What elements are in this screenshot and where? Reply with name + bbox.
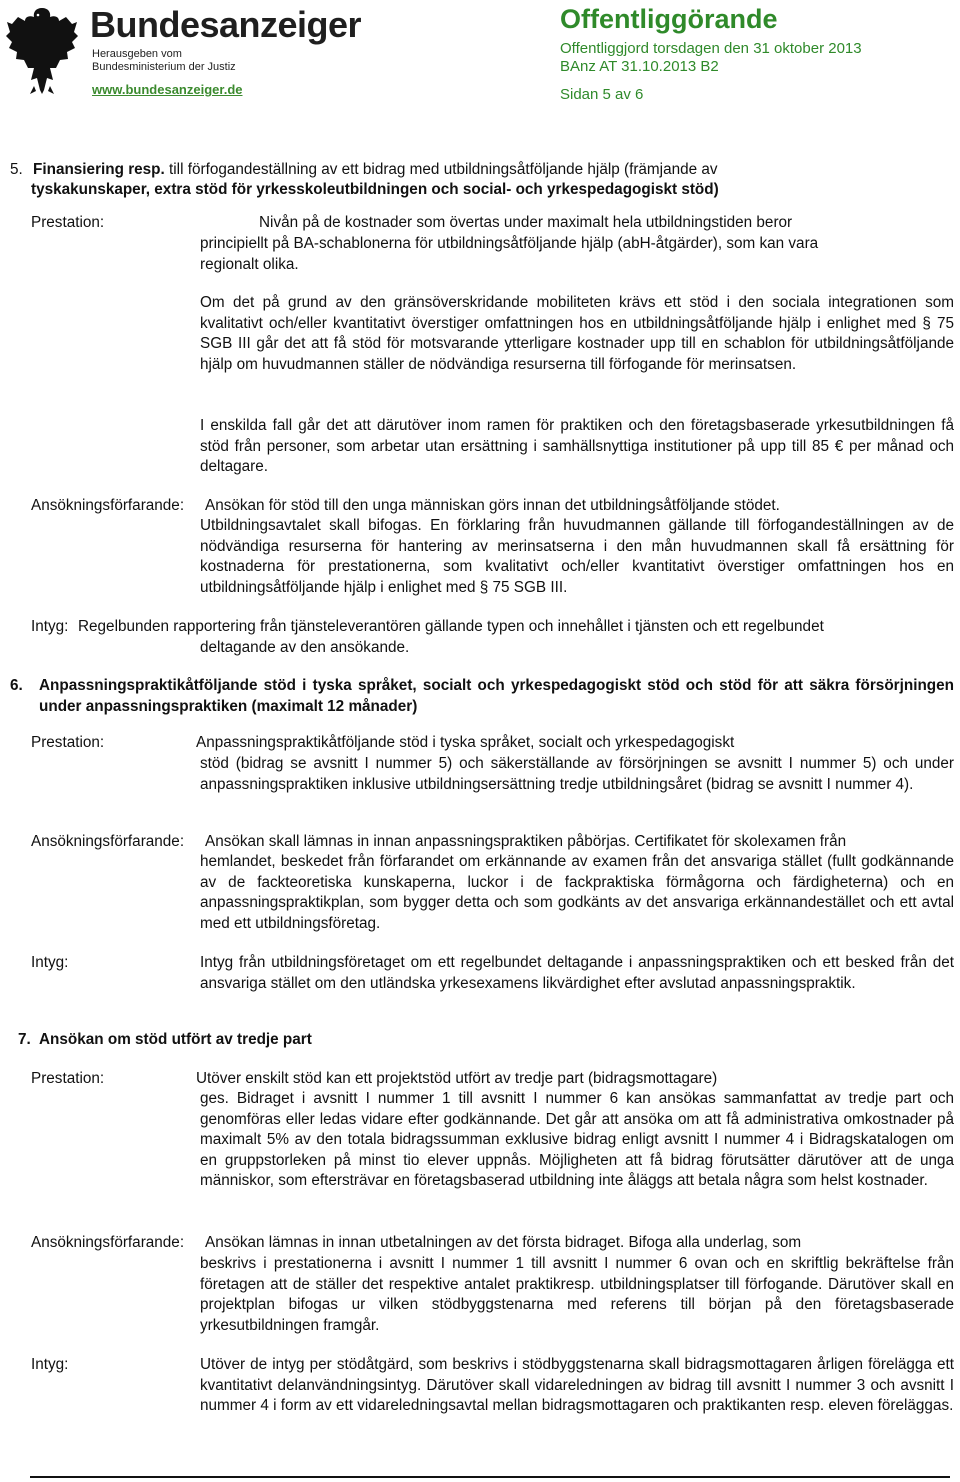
publication-date: Offentliggjord torsdagen den 31 oktober 2013 bbox=[560, 40, 862, 57]
prestation-text-line: principiellt på BA-schablonerna för utbildningsåtföljande hjälp (abH-åtgärder), som kan vara bbox=[200, 235, 819, 252]
application-label: Ansökningsförfarande: bbox=[31, 1234, 185, 1251]
prestation-text: ges. Bidraget i avsnitt I nummer 1 till avsnitt I nummer 6 kan ansökas sammanfattat av tredje part och genomföras eller ledas vidare efter godkännande. Det går att ansöka om att få administrativa omkostnader på maximalt 5% av den totala bidragssumman exklusive bidrag enligt avsnitt I nummer 4 i Bidragskatalogen om en gruppstorleken på minst tio elever uppnås. Möjligheten att få bidrag förutsätter därutöver att de unga människor, som eftersträvar en företagsbaserad utbildning inte åläggs att betala några som helst kostnader. bbox=[200, 1090, 954, 1189]
section-6-number: 6. bbox=[10, 677, 23, 694]
certificate-text-line: Regelbunden rapportering från tjänsteleverantören gällande typen och innehållet i tjänsten och ett regelbundet bbox=[78, 618, 824, 635]
federal-eagle-icon bbox=[4, 2, 80, 96]
prestation-text-line: Utöver enskilt stöd kan ett projektstöd utfört av tredje part (bidragsmottagare) bbox=[196, 1070, 718, 1087]
prestation-label: Prestation: bbox=[31, 1070, 105, 1087]
section-7-heading: Ansökan om stöd utfört av tredje part bbox=[39, 1031, 312, 1048]
certificate-label: Intyg: bbox=[31, 1356, 69, 1373]
paragraph: I enskilda fall går det att därutöver inom ramen för praktiken och den företagsbaserade yrkesutbildningen få stöd från personer, som arbetar utan ersättning i samhällsnyttiga institutioner på upp till 85 € per månad och deltagare. bbox=[200, 417, 954, 475]
page-number: Sidan 5 av 6 bbox=[560, 86, 644, 103]
section-7-number: 7. bbox=[18, 1031, 31, 1048]
application-text-line: Ansökan lämnas in innan utbetalningen av det första bidraget. Bifoga alla underlag, som bbox=[205, 1234, 802, 1251]
certificate-label: Intyg: bbox=[31, 618, 69, 635]
website-link[interactable]: www.bundesanzeiger.de bbox=[92, 82, 243, 97]
certificate-text-line: deltagande av den ansökande. bbox=[200, 639, 410, 656]
prestation-text-line: Anpassningspraktikåtföljande stöd i tyska språket, socialt och yrkespedagogiskt bbox=[196, 734, 735, 751]
prestation-text-line: regionalt olika. bbox=[200, 256, 299, 273]
section-5-heading-cont: tyskakunskaper, extra stöd för yrkesskoleutbildningen och social- och yrkespedagogiskt stöd) bbox=[31, 181, 719, 198]
prestation-label: Prestation: bbox=[31, 734, 105, 751]
application-text: hemlandet, beskedet från förfarandet om erkännande av examen från det ansvariga stället (fullt godkännande av de fackteoretiska kunskaperna, luckor i de fackpraktiska förmågorna och färdigheterna) och en anpassningspraktikplan, som bygger detta och som godkänts av det ansvariga erkännandestället och ett avtal med ett utbildningsföretag. bbox=[200, 853, 954, 932]
application-text-line: Ansökan skall lämnas in innan anpassningspraktiken påbörjas. Certifikatet för skolexamen från bbox=[205, 833, 847, 850]
application-label: Ansökningsförfarande: bbox=[31, 833, 185, 850]
paragraph: Om det på grund av den gränsöverskridande mobiliteten krävs ett stöd i den sociala integrationen som kvalitativt och/eller kvantitativt överstiger omfattningen hos en utbildningsåtföljande hjälp i enlighet med § 75 SGB III går det att få stöd för motsvarande ytterligare kostnader upp till en schablon för utbildningsåtföljande hjälp om huvudmannen ställer de nödvändiga resurserna till förfogande för merinsatsen. bbox=[200, 294, 954, 373]
brand-name: Bundesanzeiger bbox=[90, 4, 362, 45]
prestation-text-line: Nivån på de kostnader som övertas under maximalt hela utbildningstiden beror bbox=[259, 214, 793, 231]
section-6-heading: Anpassningspraktikåtföljande stöd i tyska språket, socialt och yrkespedagogiskt stöd och stöd för att säkra försörjningen under anpassningspraktiken (maximalt 12 månader) bbox=[39, 677, 954, 715]
certificate-label: Intyg: bbox=[31, 954, 69, 971]
page-header bbox=[0, 0, 960, 110]
publication-reference: BAnz AT 31.10.2013 B2 bbox=[560, 58, 719, 75]
footer-divider bbox=[30, 1476, 950, 1478]
certificate-text: Utöver de intyg per stödåtgärd, som beskrivs i stödbyggstenarna skall bidragsmottagaren årligen förelägga ett kvantitativt delanvändningsintyg. Därutöver skall vidareledningen av bidrag till avsnitt I nummer 3 och avsnitt I nummer 4 i form av ett vidareledningsavtal mellan bidragsmottagaren och praktikanten resp. eleven föreläggas. bbox=[200, 1356, 954, 1414]
application-text-line: Ansökan för stöd till den unga människan görs innan det utbildningsåtföljande stödet. bbox=[205, 497, 780, 514]
prestation-label: Prestation: bbox=[31, 214, 105, 231]
certificate-text: Intyg från utbildningsföretaget om ett regelbundet deltagande i anpassningspraktiken och ett besked från det ansvariga stället om den utländska yrkesexamens likvärdighet efter avslutad anpassningspraktik. bbox=[200, 954, 954, 992]
prestation-text: stöd (bidrag se avsnitt I nummer 5) och säkerställande av försörjningen se avsnitt I nummer 5) och under anpassningspraktiken inklusive utbildningsersättning tredje utbildningsåret (bidrag se avsnitt I nummer 4). bbox=[200, 755, 954, 793]
application-label: Ansökningsförfarande: bbox=[31, 497, 185, 514]
section-5-heading: 5. Finansiering resp. till förfogandeställning av ett bidrag med utbildningsåtföljande hjälp (främjande av bbox=[10, 161, 718, 178]
application-text: Utbildningsavtalet skall bifogas. En förklaring från huvudmannen gällande till förfogandeställningen av de nödvändiga resurserna för hantering av merinsatserna i den mån huvudmannen skall få ersättning för kostnaderna för prestationerna, som kvalitativt och/eller kvantitativt överstiger omfattningen hos en utbildningsåtföljande hjälp i enlighet med § 75 SGB III. bbox=[200, 517, 954, 596]
page-title: Offentliggörande bbox=[560, 4, 778, 34]
publisher-info: Herausgeben vom Bundesministerium der Justiz bbox=[92, 48, 236, 73]
application-text: beskrivs i prestationerna i avsnitt I nummer 1 till avsnitt I nummer 6 ovan och en skriftlig bekräftelse från företagen att de ställer det respektive antalet praktikresp. utbildningsplatser till förfogande. Därutöver skall en projektplan bifogas ur vilken stödbyggstenarna med referens till början på den företagsbaserade yrkesutbildningen framgår. bbox=[200, 1255, 954, 1334]
